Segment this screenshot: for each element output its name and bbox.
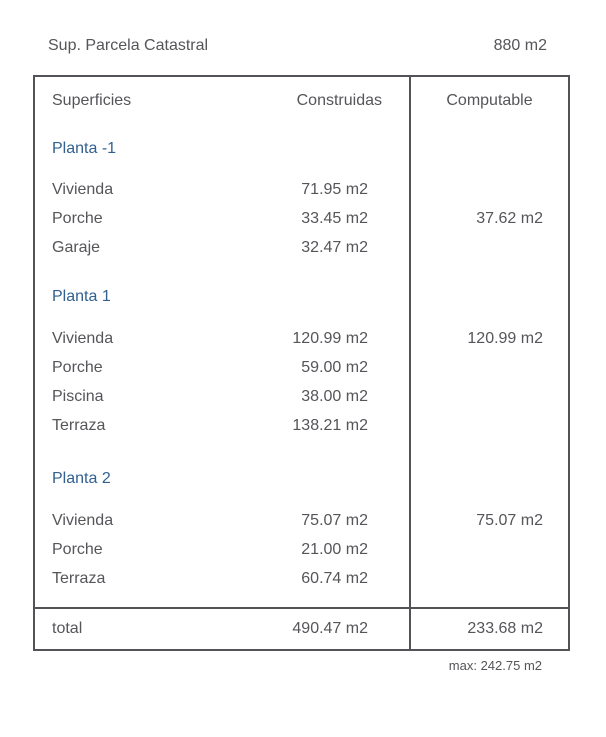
- row-label: Vivienda: [52, 330, 114, 347]
- table-row: [35, 180, 409, 200]
- total-built-value: 490.47 m2: [292, 620, 368, 637]
- row-label: Porche: [52, 359, 103, 376]
- table-row: [35, 569, 409, 589]
- row-label: Piscina: [52, 388, 104, 405]
- row-built-value: 138.21 m2: [292, 417, 368, 434]
- total-label: total: [52, 620, 83, 637]
- parcel-label: Sup. Parcela Catastral: [48, 37, 209, 54]
- table-header-row: [35, 91, 409, 111]
- row-built-value: 21.00 m2: [301, 541, 368, 558]
- table-row: [35, 238, 409, 258]
- total-computable-cell: [409, 609, 568, 649]
- computable-value-planta-2: 75.07 m2: [476, 512, 543, 529]
- computable-column: [409, 77, 568, 607]
- surfaces-table-body: [35, 77, 568, 607]
- max-computable-note: max: 242.75 m2: [448, 658, 542, 673]
- row-label: Vivienda: [52, 181, 114, 198]
- row-label: Terraza: [52, 417, 106, 434]
- built-header: Construidas: [296, 92, 382, 109]
- row-built-value: 32.47 m2: [301, 239, 368, 256]
- row-built-value: 33.45 m2: [301, 210, 368, 227]
- computable-header: Computable: [446, 92, 533, 109]
- parcel-header: [48, 36, 547, 56]
- parcel-area-value: 880 m2: [493, 37, 547, 54]
- table-row: [35, 329, 409, 349]
- table-row: [35, 416, 409, 436]
- computable-value-planta-minus-1: 37.62 m2: [476, 210, 543, 227]
- computable-value-planta-1: 120.99 m2: [467, 330, 543, 347]
- built-surfaces-column: [35, 77, 409, 607]
- row-built-value: 59.00 m2: [301, 359, 368, 376]
- row-built-value: 38.00 m2: [301, 388, 368, 405]
- table-row: [35, 358, 409, 378]
- row-label: Terraza: [52, 570, 106, 587]
- total-computable-value: 233.68 m2: [467, 620, 543, 637]
- row-label: Garaje: [52, 239, 101, 256]
- row-built-value: 71.95 m2: [301, 181, 368, 198]
- total-built-cell: [35, 609, 409, 649]
- surfaces-header: Superficies: [52, 92, 132, 109]
- total-row: [35, 607, 568, 649]
- row-label: Porche: [52, 210, 103, 227]
- table-row: [35, 511, 409, 531]
- table-row: [35, 209, 409, 229]
- row-built-value: 120.99 m2: [292, 330, 368, 347]
- row-built-value: 60.74 m2: [301, 570, 368, 587]
- row-label: Porche: [52, 541, 103, 558]
- section-title-planta-minus-1: Planta -1: [52, 140, 117, 157]
- section-title-planta-1: Planta 1: [52, 288, 111, 305]
- table-row: [35, 387, 409, 407]
- table-row: [35, 540, 409, 560]
- row-label: Vivienda: [52, 512, 114, 529]
- surfaces-table: [33, 75, 570, 651]
- row-built-value: 75.07 m2: [301, 512, 368, 529]
- section-title-planta-2: Planta 2: [52, 470, 111, 487]
